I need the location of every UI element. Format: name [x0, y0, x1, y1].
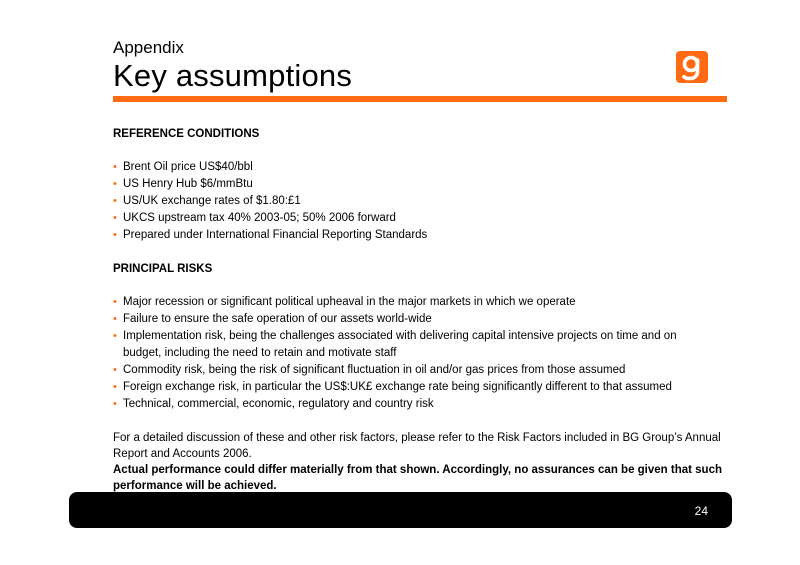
list-item: • US Henry Hub $6/mmBtu [113, 176, 753, 193]
footer-bar [69, 492, 732, 528]
bullet-icon: • [113, 178, 117, 190]
principal-risks-heading: PRINCIPAL RISKS [113, 263, 213, 275]
page-number: 24 [694, 504, 708, 518]
list-item: • Technical, commercial, economic, regulatory and country risk [113, 396, 753, 413]
reference-conditions-heading: REFERENCE CONDITIONS [113, 128, 260, 140]
title-rule [113, 96, 727, 102]
content [113, 126, 753, 494]
list-item: • US/UK exchange rates of $1.80:£1 [113, 193, 753, 210]
reference-conditions-list [113, 159, 753, 244]
bullet-icon: • [113, 195, 117, 207]
list-item: • Prepared under International Financial Reporting Standards [113, 227, 753, 244]
bullet-icon: • [113, 296, 117, 308]
principal-risks-list [113, 294, 753, 413]
bullet-icon: • [113, 212, 117, 224]
bg-group-logo-icon [676, 51, 708, 83]
bullet-icon: • [113, 381, 117, 393]
bullet-icon: • [113, 364, 117, 376]
risk-discussion-note: For a detailed discussion of these and other risk factors, please refer to the Risk Factors included in BG Group’s Annual Report and Accounts 2006. [113, 432, 721, 460]
bullet-icon: • [113, 398, 117, 410]
list-item: • UKCS upstream tax 40% 2003-05; 50% 2006 forward [113, 210, 753, 227]
bullet-icon: • [113, 229, 117, 241]
bullet-icon: • [113, 313, 117, 325]
list-item: • Major recession or significant political upheaval in the major markets in which we operate [113, 294, 753, 311]
list-item: • Implementation risk, being the challenges associated with delivering capital intensive projects on time and on budget, including the need to retain and motivate staff [113, 330, 677, 359]
page-title: Key assumptions [113, 58, 353, 93]
performance-disclaimer: Actual performance could differ materially from that shown. Accordingly, no assurances can be given that such performance will be achieved. [113, 464, 723, 492]
list-item: • Foreign exchange risk, in particular the US$:UK£ exchange rate being significantly different to that assumed [113, 379, 753, 396]
list-item: • Brent Oil price US$40/bbl [113, 159, 753, 176]
pre-title: Appendix [113, 38, 184, 57]
list-item: • Commodity risk, being the risk of significant fluctuation in oil and/or gas prices from those assumed [113, 362, 753, 379]
bullet-icon: • [113, 330, 117, 342]
list-item: • Failure to ensure the safe operation of our assets world-wide [113, 311, 753, 328]
bullet-icon: • [113, 161, 117, 173]
